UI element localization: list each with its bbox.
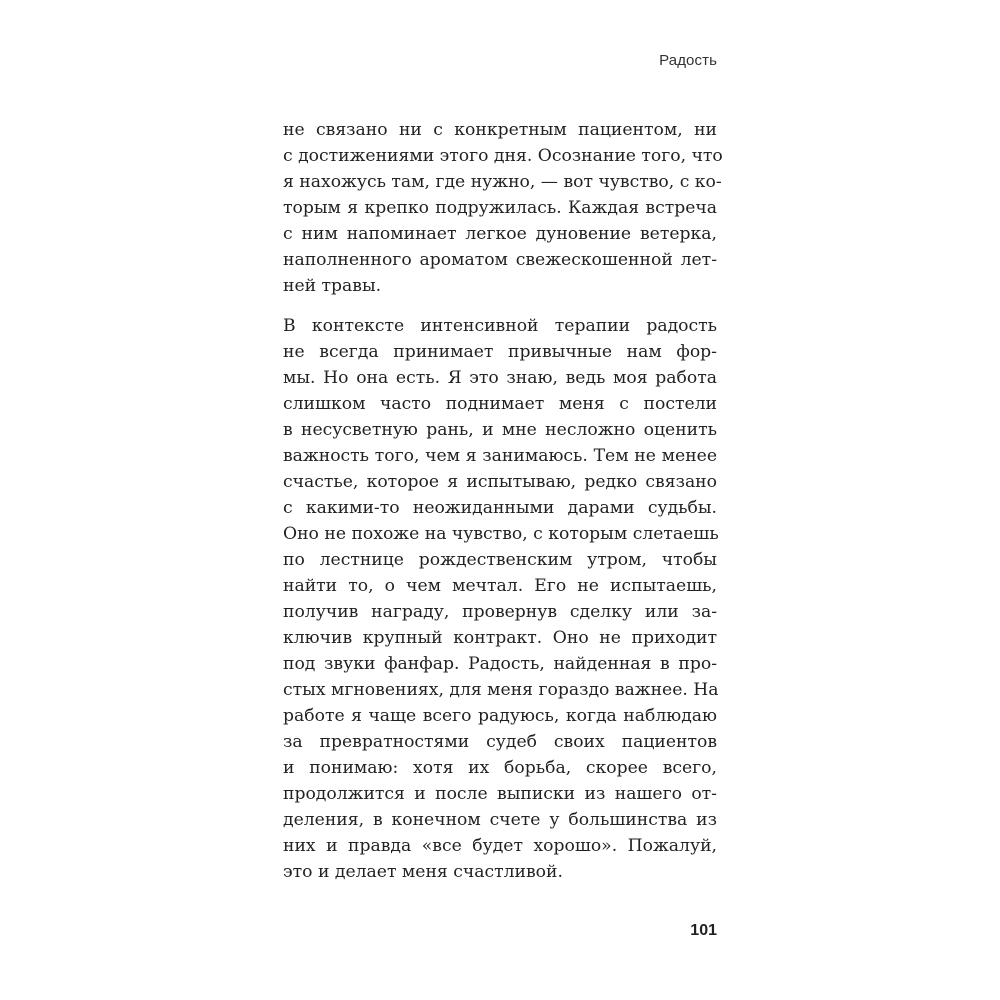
- text-line: я нахожусь там, где нужно, — вот чувство, с ко-: [283, 172, 722, 192]
- text-line: это и делает меня счастливой.: [283, 862, 563, 882]
- text-line: важность того, чем я занимаюсь. Тем не менее: [283, 446, 717, 466]
- text-line: с достижениями этого дня. Осознание того, что: [283, 146, 723, 166]
- text-line: Оно не похоже на чувство, с которым слетаешь: [283, 524, 719, 544]
- text-line: деления, в конечном счете у большинства из: [283, 810, 717, 830]
- text-line: торым я крепко подружилась. Каждая встреча: [283, 198, 717, 218]
- text-line: продолжится и после выписки из нашего от-: [283, 784, 717, 804]
- text-line: под звуки фанфар. Радость, найденная в про-: [283, 654, 717, 674]
- text-line: В контексте интенсивной терапии радость: [283, 316, 717, 336]
- text-line: получив награду, провернув сделку или за-: [283, 602, 717, 622]
- text-line: не всегда принимает привычные нам фор-: [283, 342, 717, 362]
- text-line: в несусветную рань, и мне несложно оценить: [283, 420, 717, 440]
- running-head: Радость: [659, 52, 717, 69]
- text-line: них и правда «все будет хорошо». Пожалуй,: [283, 836, 717, 856]
- text-line: найти то, о чем мечтал. Его не испытаешь,: [283, 576, 717, 596]
- text-line: с какими-то неожиданными дарами судьбы.: [283, 498, 717, 518]
- text-line: не связано ни с конкретным пациентом, ни: [283, 120, 717, 140]
- text-line: стых мгновениях, для меня гораздо важнее. На: [283, 680, 719, 700]
- text-line: ней травы.: [283, 276, 382, 296]
- text-line: слишком часто поднимает меня с постели: [283, 394, 717, 414]
- text-line: работе я чаще всего радуюсь, когда наблюдаю: [283, 706, 717, 726]
- paragraph-1: [283, 117, 723, 299]
- text-line: с ним напоминает легкое дуновение ветерка,: [283, 224, 717, 244]
- text-line: счастье, которое я испытываю, редко связано: [283, 472, 717, 492]
- paragraph-2: [283, 313, 717, 885]
- body-text: [283, 117, 723, 885]
- text-line: ключив крупный контракт. Оно не приходит: [283, 628, 717, 648]
- text-line: наполненного ароматом свежескошенной лет-: [283, 250, 717, 270]
- text-line: по лестнице рождественским утром, чтобы: [283, 550, 717, 570]
- text-line: мы. Но она есть. Я это знаю, ведь моя работа: [283, 368, 717, 388]
- text-line: и понимаю: хотя их борьба, скорее всего,: [283, 758, 717, 778]
- page-number: 101: [690, 922, 717, 939]
- text-line: за превратностями судеб своих пациентов: [283, 732, 717, 752]
